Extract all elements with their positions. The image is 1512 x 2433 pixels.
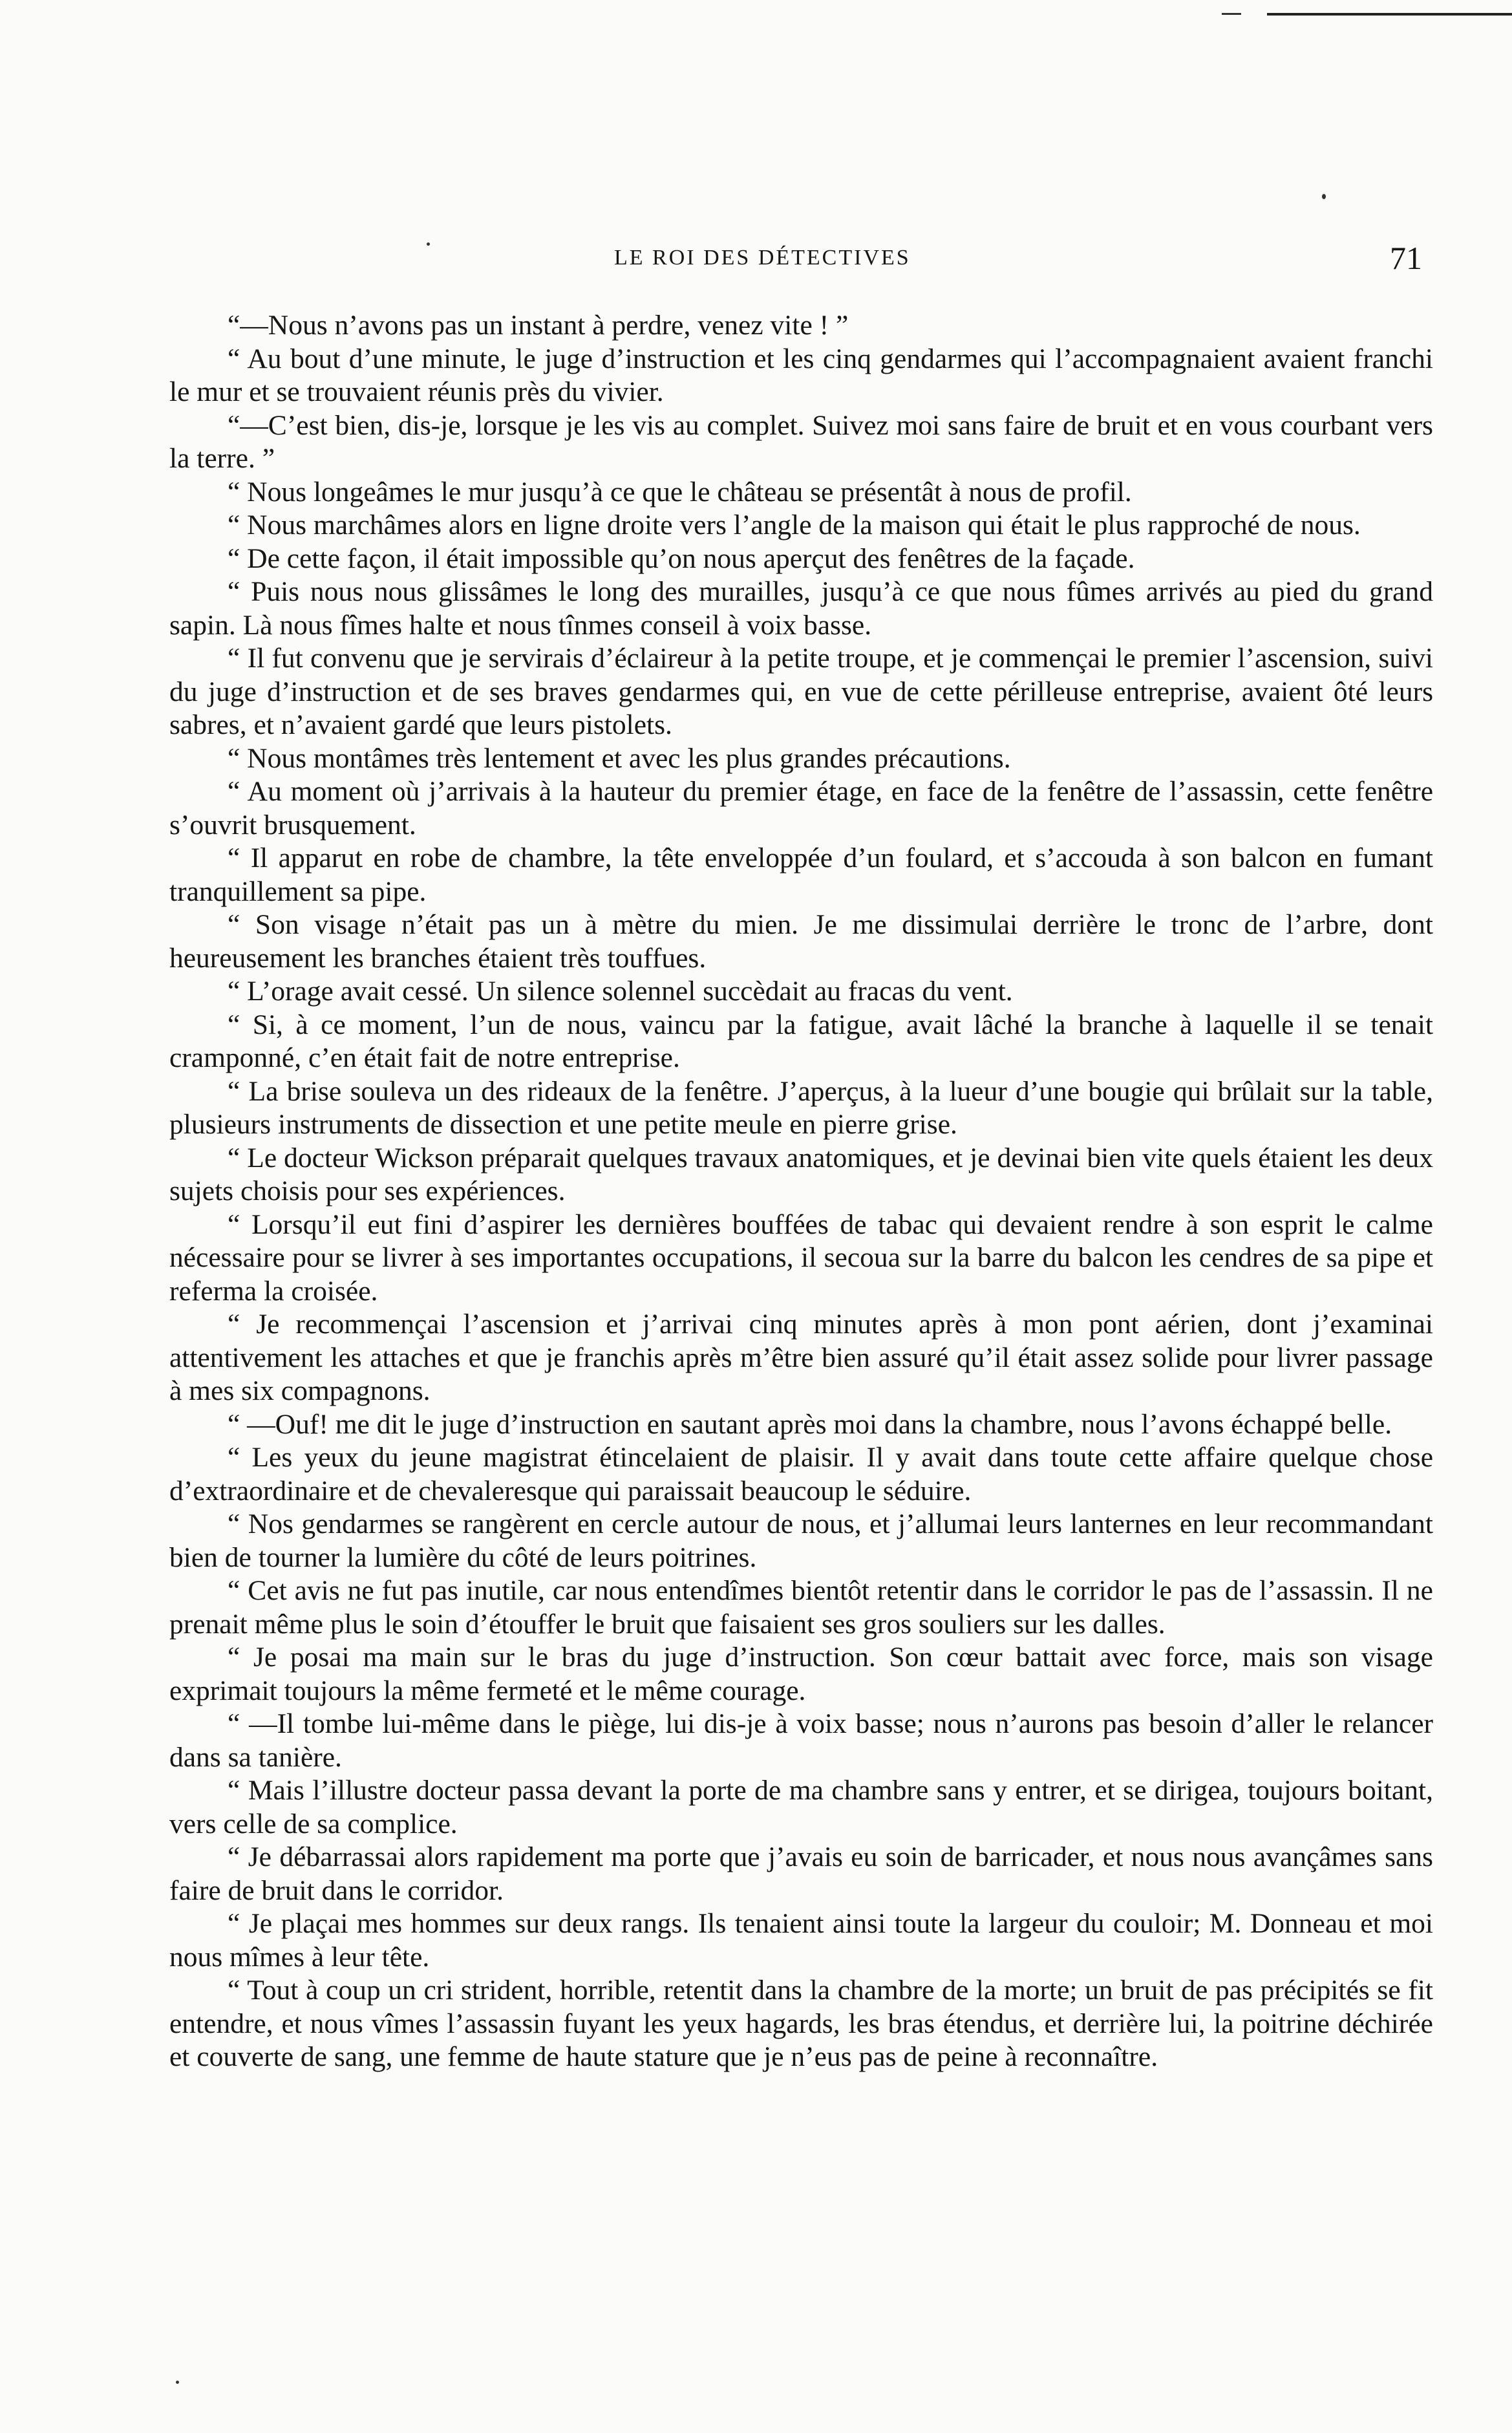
paragraph: “ Je débarrassai alors rapidement ma porte que j’avais eu soin de barricader, et nous nous avançâmes sans faire de bruit dans le corridor. (169, 1841, 1433, 1906)
paragraph: “ Il fut convenu que je servirais d’éclaireur à la petite troupe, et je commençai le premier l’ascension, suivi du juge d’instruction et de ses braves gendarmes qui, en vue de cette périlleuse entreprise, avaient ôté leurs sabres, et n’avaient gardé que leurs pistolets. (169, 643, 1433, 740)
paragraph: “ Cet avis ne fut pas inutile, car nous entendîmes bientôt retentir dans le corridor le pas de l’assassin. Il ne prenait même plus le soin d’étouffer le bruit que faisaient ses gros souliers sur les dalles. (169, 1575, 1433, 1640)
paragraph: “ Il apparut en robe de chambre, la tête enveloppée d’un foulard, et s’accouda à son balcon en fumant tranquillement sa pipe. (169, 842, 1433, 907)
paragraph: “ Au moment où j’arrivais à la hauteur du premier étage, en face de la fenêtre de l’assassin, cette fenêtre s’ouvrit brusquement. (169, 776, 1433, 841)
scan-speck (427, 242, 430, 246)
paragraph: “ L’orage avait cessé. Un silence solennel succèdait au fracas du vent. (228, 976, 1013, 1007)
paragraph: “ Tout à coup un cri strident, horrible, retentit dans la chambre de la morte; un bruit de pas précipités se fit entendre, et nous vîmes l’assassin fuyant les yeux hagards, les bras étendus, et derrière lui, la poitrine déchirée et couverte de sang, une femme de haute stature que je n’eus pas de peine à reconnaître. (169, 1975, 1433, 2072)
paragraph: “ La brise souleva un des rideaux de la fenêtre. J’aperçus, à la lueur d’une bougie qui brûlait sur la table, plusieurs instruments de dissection et une petite meule en pierre grise. (169, 1075, 1433, 1140)
scan-mark (1222, 13, 1241, 15)
scan-speck (1322, 194, 1326, 199)
paragraph: “ Puis nous nous glissâmes le long des murailles, jusqu’à ce que nous fûmes arrivés au pied du grand sapin. Là nous fîmes halte et nous tînmes conseil à voix basse. (169, 576, 1433, 641)
paragraph: “ Si, à ce moment, l’un de nous, vaincu par la fatigue, avait lâché la branche à laquelle il se tenait cramponné, c’en était fait de notre entreprise. (169, 1009, 1433, 1073)
paragraph: “ Je posai ma main sur le bras du juge d’instruction. Son cœur battait avec force, mais son visage exprimait toujours la même fermeté et le même courage. (169, 1642, 1433, 1706)
paragraph: “ Lorsqu’il eut fini d’aspirer les dernières bouffées de tabac qui devaient rendre à son esprit le calme nécessaire pour se livrer à ses importantes occupations, il secoua sur la barre du balcon les cendres de sa pipe et referma la croisée. (169, 1208, 1433, 1307)
paragraph: “ Le docteur Wickson préparait quelques travaux anatomiques, et je devinai bien vite quels étaient les deux sujets choisis pour ses expériences. (169, 1142, 1433, 1206)
paragraph: “ Nos gendarmes se rangèrent en cercle autour de nous, et j’allumai leurs lanternes en leur recommandant bien de tourner la lumière du côté de leurs poitrines. (169, 1508, 1433, 1573)
paragraph: “ —Il tombe lui-même dans le piège, lui dis-je à voix basse; nous n’aurons pas besoin d’aller le relancer dans sa tanière. (169, 1708, 1433, 1773)
paragraph: “ De cette façon, il était impossible qu’on nous aperçut des fenêtres de la façade. (228, 542, 1135, 574)
paragraph: “ Nous marchâmes alors en ligne droite vers l’angle de la maison qui était le plus rapproché de nous. (228, 509, 1361, 541)
paragraph: “ Son visage n’était pas un à mètre du mien. Je me dissimulai derrière le tronc de l’arbre, dont heureusement les branches étaient très touffues. (169, 909, 1433, 974)
paragraph: “ Je plaçai mes hommes sur deux rangs. Ils tenaient ainsi toute la largeur du couloir; M. Donneau et moi nous mîmes à leur tête. (169, 1908, 1433, 1973)
page-number: 71 (1390, 240, 1422, 276)
paragraph: “—Nous n’avons pas un instant à perdre, venez vite ! ” (228, 310, 849, 341)
paragraph: “ Nous montâmes très lentement et avec les plus grandes précautions. (228, 742, 1011, 774)
paragraph: “ Je recommençai l’ascension et j’arrivai cinq minutes après à mon pont aérien, dont j’examinai attentivement les attaches et que je franchis après m’être bien assuré qu’il était assez solide pour livrer passage à mes six compagnons. (169, 1309, 1433, 1406)
paragraph: “ —Ouf! me dit le juge d’instruction en sautant après moi dans la chambre, nous l’avons échappé belle. (228, 1408, 1392, 1440)
paragraph: “ Les yeux du jeune magistrat étincelaient de plaisir. Il y avait dans toute cette affaire quelque chose d’extraordinaire et de chevaleresque qui paraissait beaucoup le séduire. (169, 1442, 1433, 1506)
scan-speck (176, 2381, 179, 2384)
body-text (169, 309, 1433, 2074)
paragraph: “ Nous longeâmes le mur jusqu’à ce que le château se présentât à nous de profil. (228, 476, 1132, 508)
scan-edge-rule (1267, 13, 1512, 16)
running-title: LE ROI DES DÉTECTIVES (614, 246, 911, 270)
paragraph: “ Mais l’illustre docteur passa devant la porte de ma chambre sans y entrer, et se dirigea, toujours boitant, vers celle de sa complice. (169, 1775, 1433, 1839)
paragraph: “—C’est bien, dis-je, lorsque je les vis au complet. Suivez moi sans faire de bruit et en vous courbant vers la terre. ” (169, 409, 1433, 474)
paragraph: “ Au bout d’une minute, le juge d’instruction et les cinq gendarmes qui l’accompagnaient avaient franchi le mur et se trouvaient réunis près du vivier. (169, 343, 1433, 407)
